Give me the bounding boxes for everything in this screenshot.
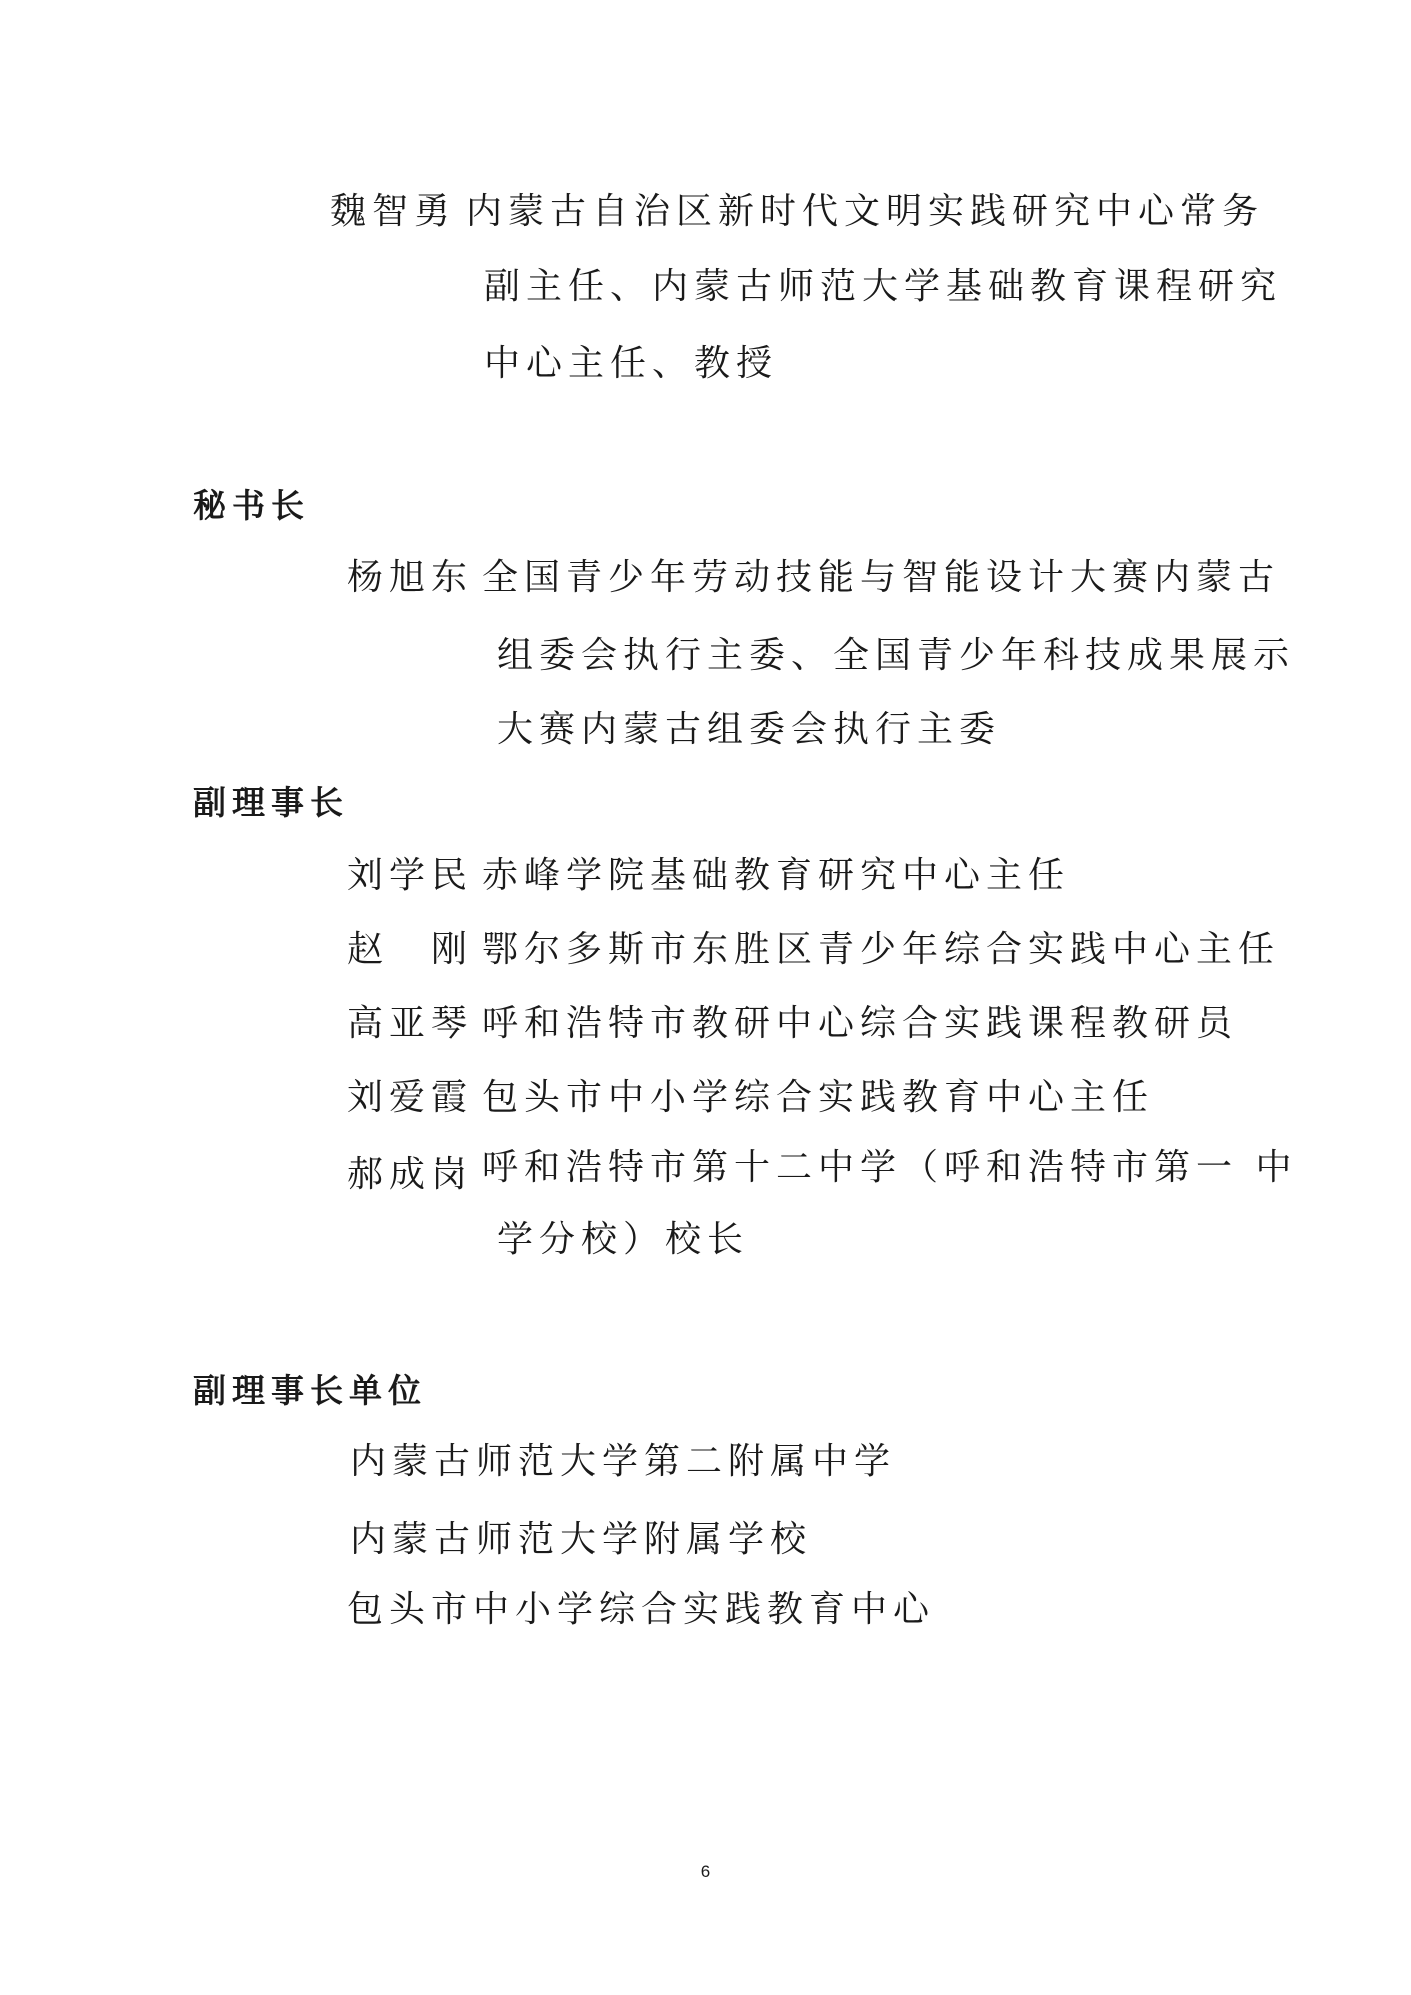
person-name: 高亚琴	[347, 1003, 474, 1044]
person-title-line: 学分校）校长	[497, 1219, 750, 1260]
person-title-line: 内蒙古自治区新时代文明实践研究中心常务	[466, 191, 1265, 232]
person-name: 赵 刚	[347, 929, 474, 970]
person-title-line: 组委会执行主委、全国青少年科技成果展示	[497, 635, 1296, 676]
person-name: 魏智勇	[330, 191, 457, 232]
section-heading-secretary-general: 秘书长	[193, 486, 310, 525]
person-title-line: 中心主任、教授	[484, 343, 779, 384]
person-name: 刘学民	[347, 855, 474, 896]
person-title-line: 大赛内蒙古组委会执行主委	[497, 709, 1002, 750]
unit-item: 内蒙古师范大学第二附属中学	[350, 1441, 897, 1482]
person-name: 杨旭东	[347, 557, 474, 598]
person-title-line: 全国青少年劳动技能与智能设计大赛内蒙古	[482, 557, 1281, 598]
section-heading-vice-chairmen: 副理事长	[193, 783, 349, 822]
section-heading-vice-chair-units: 副理事长单位	[193, 1371, 427, 1410]
person-name: 刘爱霞	[347, 1077, 474, 1118]
unit-item: 包头市中小学综合实践教育中心	[347, 1589, 936, 1630]
person-title-line: 呼和浩特市第十二中学（呼和浩特市第一 中	[482, 1147, 1298, 1188]
person-title-line: 呼和浩特市教研中心综合实践课程教研员	[482, 1003, 1239, 1044]
person-title-line: 包头市中小学综合实践教育中心主任	[482, 1077, 1155, 1118]
page-number: 6	[700, 1862, 711, 1881]
person-title-line: 赤峰学院基础教育研究中心主任	[482, 855, 1071, 896]
person-title-line: 鄂尔多斯市东胜区青少年综合实践中心主任	[482, 929, 1281, 970]
unit-item: 内蒙古师范大学附属学校	[350, 1519, 813, 1560]
person-name: 郝成岗	[347, 1154, 474, 1195]
person-title-line: 副主任、内蒙古师范大学基础教育课程研究	[484, 266, 1283, 307]
